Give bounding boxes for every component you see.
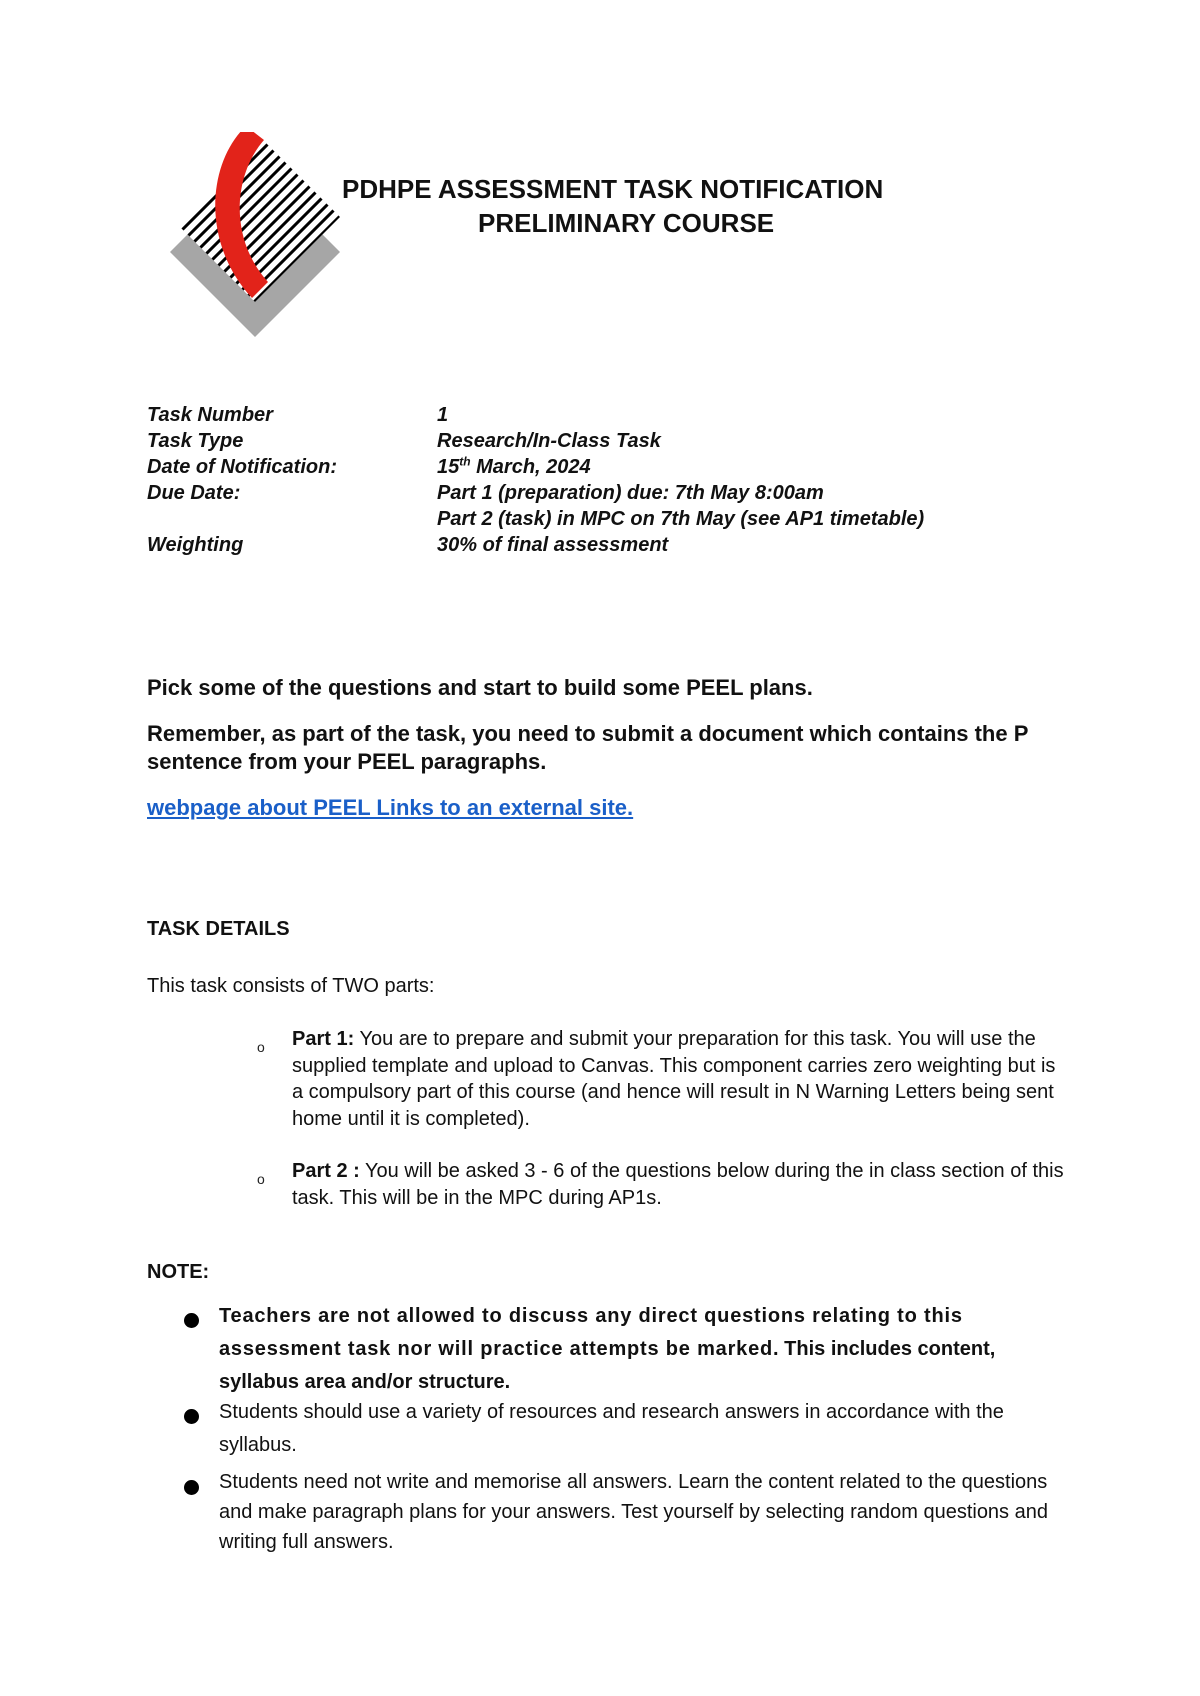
part1-description: Part 1: You are to prepare and submit your preparation for this task. You will use the supplied template and upload to Canvas. This component carries zero weighting but is a compulsory part of this course (and hence will result in N Warning Letters being sent home until it is completed). (292, 1028, 1056, 1130)
note-bullet-icon (184, 1313, 199, 1328)
intro-reminder: Remember, as part of the task, you need to submit a document which contains the P sentence from your PEEL paragraphs. (147, 721, 1028, 774)
weighting-label: Weighting (147, 534, 244, 556)
notification-date-value: 15th March, 2024 (437, 454, 591, 478)
notification-date-label: Date of Notification: (147, 456, 337, 478)
task-parts-intro: This task consists of TWO parts: (147, 975, 435, 997)
note-item-teachers: Teachers are not allowed to discuss any direct questions relating to this assessment task nor will practice attempts be marked. This includes content, syllabus area and/or structure. (219, 1305, 996, 1393)
peel-webpage-link[interactable]: webpage about PEEL Links to an external site. (147, 795, 634, 820)
intro-instruction: Pick some of the questions and start to build some PEEL plans. (147, 675, 813, 700)
part2-description: Part 2 : You will be asked 3 - 6 of the questions below during the in class section of this task. This will be in the MPC during AP1s. (292, 1160, 1064, 1209)
weighting-value: 30% of final assessment (437, 534, 669, 556)
document-title: PDHPE ASSESSMENT TASK NOTIFICATION (342, 174, 884, 204)
note-item-answers: Students need not write and memorise all answers. Learn the content related to the questions and make paragraph plans for your answers. Test yourself by selecting random questions and writing full answers. (219, 1471, 1048, 1553)
note-bullet-icon (184, 1480, 199, 1495)
note-item-resources: Students should use a variety of resources and research answers in accordance with the syllabus. (219, 1401, 1004, 1456)
task-type-value: Research/In-Class Task (437, 430, 661, 452)
due-date-part2: Part 2 (task) in MPC on 7th May (see AP1 timetable) (437, 508, 925, 530)
task-type-label: Task Type (147, 430, 244, 452)
task-number-label: Task Number (147, 404, 273, 426)
note-heading: NOTE: (147, 1261, 210, 1283)
task-number-value: 1 (437, 404, 449, 426)
due-date-part1: Part 1 (preparation) due: 7th May 8:00am (437, 482, 824, 504)
due-date-label: Due Date: (147, 482, 241, 504)
part2-bullet-icon: o (257, 1171, 265, 1187)
school-logo-icon (160, 132, 350, 342)
task-details-heading: TASK DETAILS (147, 918, 290, 940)
note-bullet-icon (184, 1409, 199, 1424)
document-subtitle: PRELIMINARY COURSE (478, 208, 775, 238)
part1-bullet-icon: o (257, 1039, 265, 1055)
